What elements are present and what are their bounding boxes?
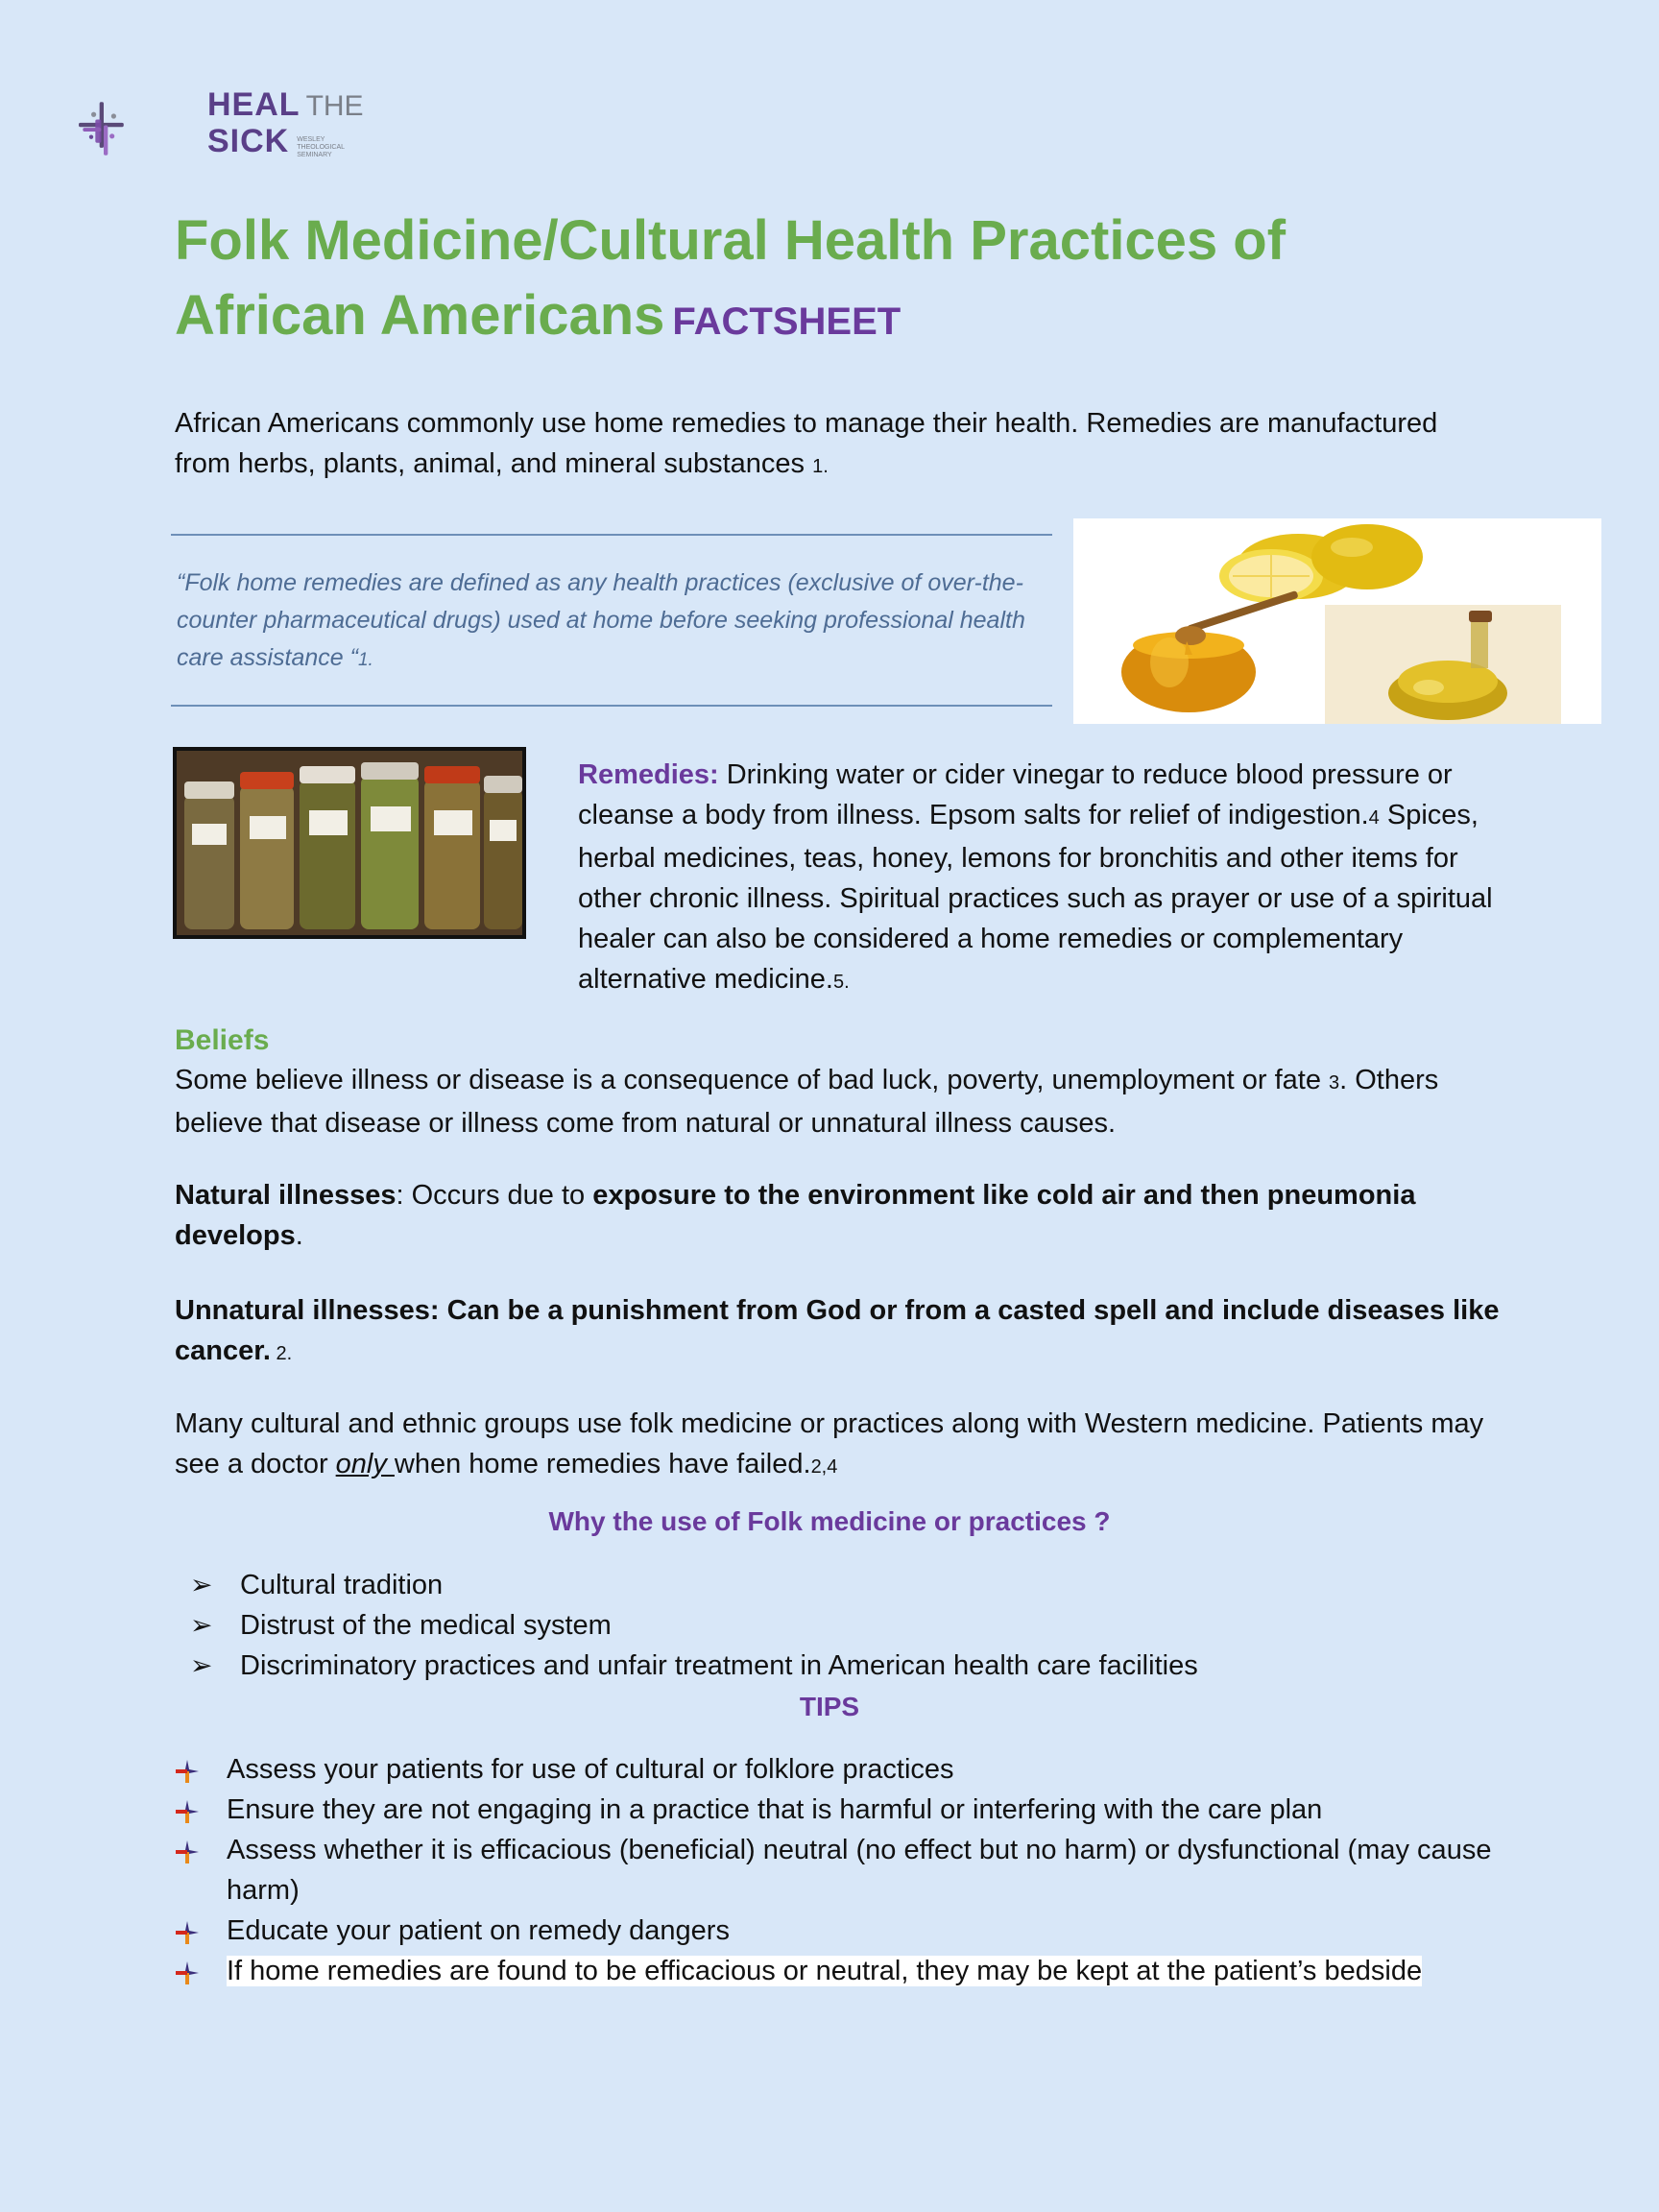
- remedies-paragraph: [578, 755, 1500, 1002]
- logo-wordmark: [207, 86, 364, 159]
- remedies-text-2: Spices, herbal medicines, teas, honey, lemons for bronchitis and other items for other chronic illness. Spiritual practices such as prayer or use of a spiritual healer can also be considered a home remedies or complementary alternative medicine.: [578, 800, 1493, 995]
- tips-list: [173, 1749, 1536, 1991]
- western-text-2: when home remedies have failed.: [394, 1449, 811, 1479]
- star-bullet-icon: [175, 1759, 200, 1784]
- spice-jars-photo: [173, 747, 526, 939]
- arrow-bullet-icon: ➢: [190, 1570, 213, 1599]
- star-bullet-icon: [175, 1839, 200, 1864]
- logo-heal: HEAL: [207, 86, 301, 123]
- star-bullet-icon: [175, 1799, 200, 1824]
- reasons-list: [188, 1565, 1532, 1686]
- remedies-text-1: Drinking water or cider vinegar to reduce blood pressure or cleanse a body from illness. Epsom salts for relief of indigestion.: [578, 759, 1453, 830]
- list-item: [173, 1749, 1536, 1790]
- tip-text: If home remedies are found to be efficacious or neutral, they may be kept at the patient’s bedside: [227, 1956, 1423, 1986]
- western-ref: 2,4: [810, 1456, 838, 1478]
- logo-seminary: WESLEY THEOLOGICAL SEMINARY: [297, 135, 345, 158]
- title-line-2: [175, 278, 1471, 359]
- unnatural-bold: Unnatural illnesses: Can be a punishment from God or from a casted spell and include diseases like cancer.: [175, 1295, 1500, 1366]
- list-item: [188, 1565, 1532, 1605]
- tip-text: Assess whether it is efficacious (beneficial) neutral (no effect but no harm) or dysfunctional (may cause harm): [227, 1835, 1492, 1906]
- tip-text: Ensure they are not engaging in a practice that is harmful or interfering with the care plan: [227, 1794, 1323, 1825]
- page-title: [175, 204, 1471, 359]
- logo-the: THE: [305, 90, 364, 122]
- beliefs-heading: Beliefs: [175, 1024, 270, 1056]
- list-item: [188, 1646, 1532, 1686]
- list-item: [173, 1911, 1536, 1951]
- beliefs-paragraph: [175, 1060, 1500, 1143]
- intro-paragraph: [175, 403, 1500, 487]
- reason-text: Cultural tradition: [240, 1570, 444, 1600]
- remedies-label: Remedies:: [578, 759, 719, 790]
- western-only: only: [335, 1449, 395, 1479]
- beliefs-text-1: Some believe illness or disease is a consequence of bad luck, poverty, unemployment or fate: [175, 1065, 1330, 1095]
- quote-ref: 1.: [357, 650, 373, 670]
- remedies-ref-1: 4: [1368, 807, 1380, 829]
- intro-text: African Americans commonly use home remedies to manage their health. Remedies are manufactured from herbs, plants, animal, and mineral substances: [175, 408, 1438, 479]
- list-item: [173, 1951, 1536, 1991]
- list-item: [173, 1790, 1536, 1830]
- star-bullet-icon: [175, 1920, 200, 1945]
- arrow-bullet-icon: ➢: [190, 1610, 213, 1640]
- natural-illnesses-paragraph: [175, 1175, 1500, 1256]
- unnatural-illnesses-paragraph: [175, 1290, 1500, 1374]
- intro-ref: 1.: [812, 456, 829, 477]
- quote-text: “Folk home remedies are defined as any health practices (exclusive of over-the-counter pharmaceutical drugs) used at home before seeking professional health care assistance “: [177, 569, 1025, 671]
- remedies-ref-2: 5.: [832, 972, 850, 993]
- reason-text: Distrust of the medical system: [240, 1610, 612, 1641]
- natural-end: .: [295, 1220, 303, 1251]
- reason-text: Discriminatory practices and unfair treatment in American health care facilities: [240, 1650, 1198, 1681]
- definition-quote: [177, 565, 1050, 679]
- factsheet-label: FACTSHEET: [672, 301, 902, 343]
- tip-text: Educate your patient on remedy dangers: [227, 1915, 730, 1946]
- title-line-1: Folk Medicine/Cultural Health Practices of: [175, 209, 1286, 272]
- heal-the-sick-logo: [79, 65, 204, 192]
- natural-mid: : Occurs due to: [396, 1180, 593, 1211]
- natural-bold: exposure to the environment like cold air and then pneumonia develops: [175, 1180, 1416, 1251]
- why-heading: Why the use of Folk medicine or practices ?: [548, 1506, 1111, 1536]
- list-item: [173, 1830, 1536, 1911]
- beliefs-ref: 3: [1329, 1072, 1340, 1094]
- logo-sick: SICK: [207, 123, 290, 159]
- western-text-1: Many cultural and ethnic groups use folk medicine or practices along with Western medicine. Patients may see a doctor: [175, 1408, 1484, 1479]
- title-line-2-text: African Americans: [175, 284, 665, 347]
- unnatural-ref: 2.: [270, 1343, 293, 1364]
- western-medicine-paragraph: [175, 1404, 1500, 1487]
- list-item: [188, 1605, 1532, 1646]
- tips-heading: TIPS: [799, 1692, 860, 1721]
- natural-label: Natural illnesses: [175, 1180, 397, 1211]
- beliefs-text-2: . Others believe that disease or illness come from natural or unnatural illness causes.: [175, 1065, 1439, 1139]
- star-bullet-icon: [175, 1960, 200, 1985]
- arrow-bullet-icon: ➢: [190, 1650, 213, 1680]
- lemons-honey-oil-photo: [1073, 518, 1601, 724]
- tip-text: Assess your patients for use of cultural or folklore practices: [227, 1754, 954, 1785]
